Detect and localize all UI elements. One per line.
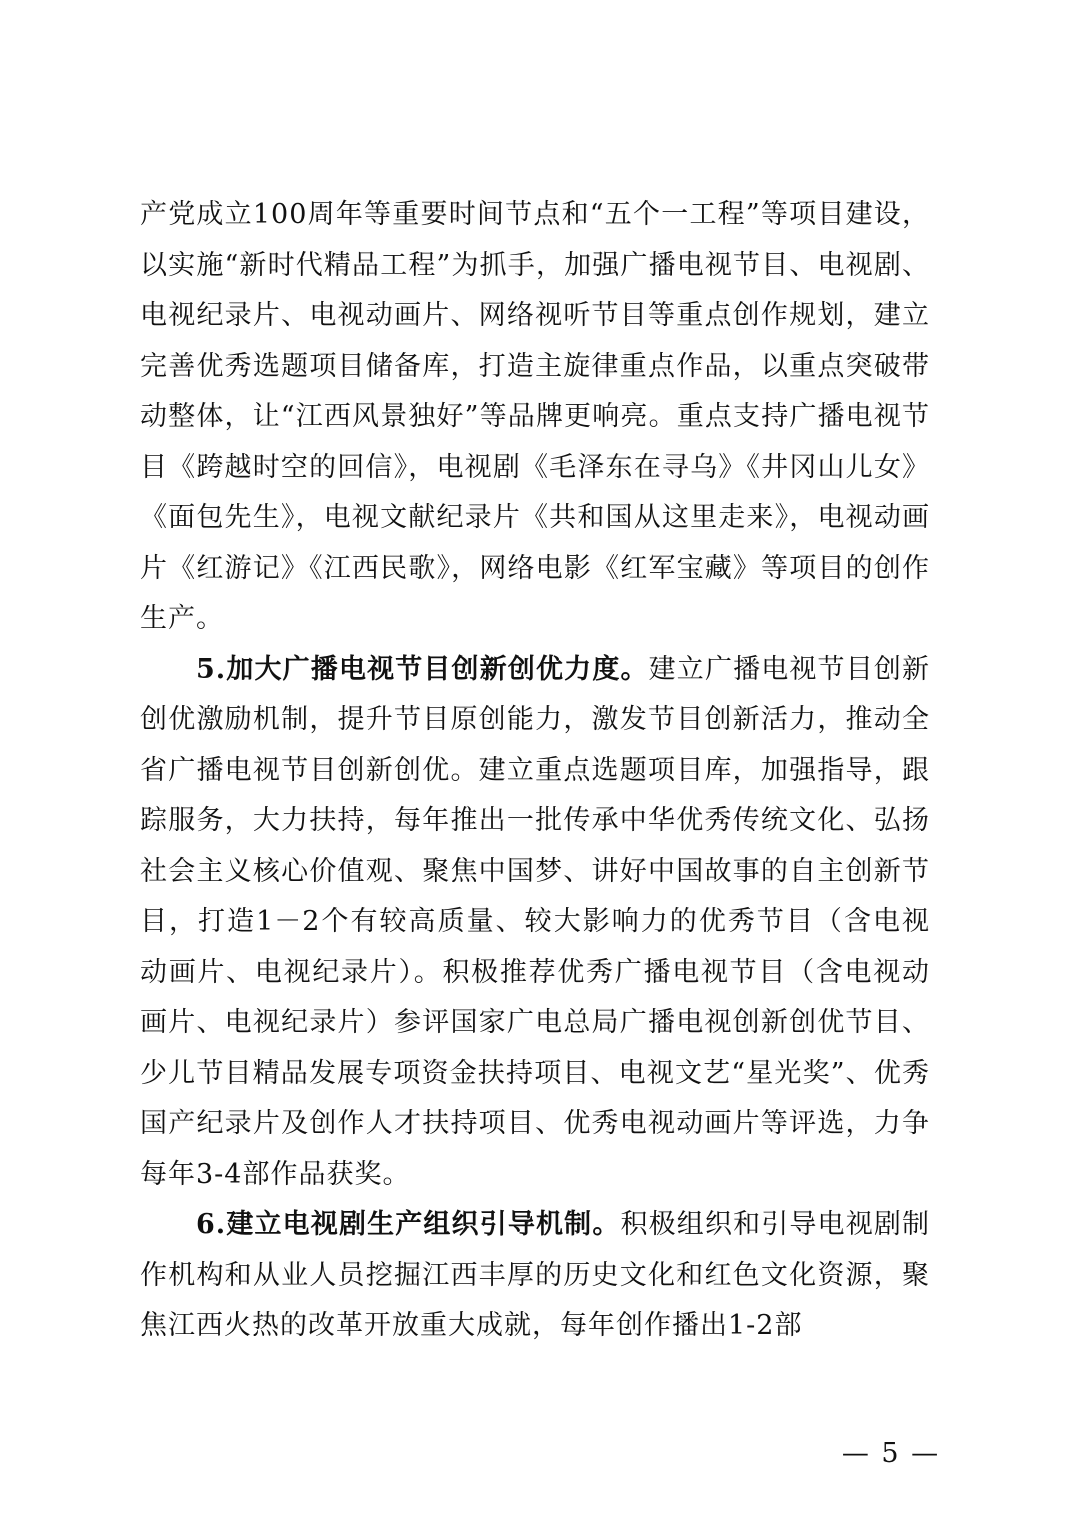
paragraph-heading: 5.加大广播电视节目创新创优力度。	[196, 653, 649, 685]
paragraph-text: 积极组织和引导电视剧制作机构和从业人员挖掘江西丰厚的历史文化和红色文化资源，聚焦江西火热的改革开放重大成就，每年创作播出1-2部	[140, 1209, 931, 1341]
paragraph-item-6	[140, 1200, 930, 1352]
paragraph-heading: 6.建立电视剧生产组织引导机制。	[196, 1209, 621, 1240]
page-number: — 5 —	[841, 1438, 941, 1469]
paragraph-text: 产党成立100周年等重要时间节点和“五个一工程”等项目建设，以实施“新时代精品工程”为抓手，加强广播电视节目、电视剧、电视纪录片、电视动画片、网络视听节目等重点创作规划，建立完善优秀选题项目储备库，打造主旋律重点作品，以重点突破带动整体，让“江西风景独好”等品牌更响亮。重点支持广播电视节目《跨越时空的回信》，电视剧《毛泽东在寻乌》《井冈山儿女》《面包先生》，电视文献纪录片《共和国从这里走来》，电视动画片《红游记》《江西民歌》，网络电影《红军宝藏》等项目的创作生产。	[140, 199, 930, 634]
paragraph-continuation	[140, 190, 930, 645]
paragraph-item-5	[140, 645, 930, 1201]
paragraph-text: 建立广播电视节目创新创优激励机制，提升节目原创能力，激发节目创新活力，推动全省广播电视节目创新创优。建立重点选题项目库，加强指导，跟踪服务，大力扶持，每年推出一批传承中华优秀传统文化、弘扬社会主义核心价值观、聚焦中国梦、讲好中国故事的自主创新节目，打造1－2个有较高质量、较大影响力的优秀节目（含电视动画片、电视纪录片）。积极推荐优秀广播电视节目（含电视动画片、电视纪录片）参评国家广电总局广播电视创新创优节目、少儿节目精品发展专项资金扶持项目、电视文艺“星光奖”、优秀国产纪录片及创作人才扶持项目、优秀电视动画片等评选，力争每年3-4部作品获奖。	[140, 653, 931, 1190]
body-text	[140, 190, 930, 1352]
